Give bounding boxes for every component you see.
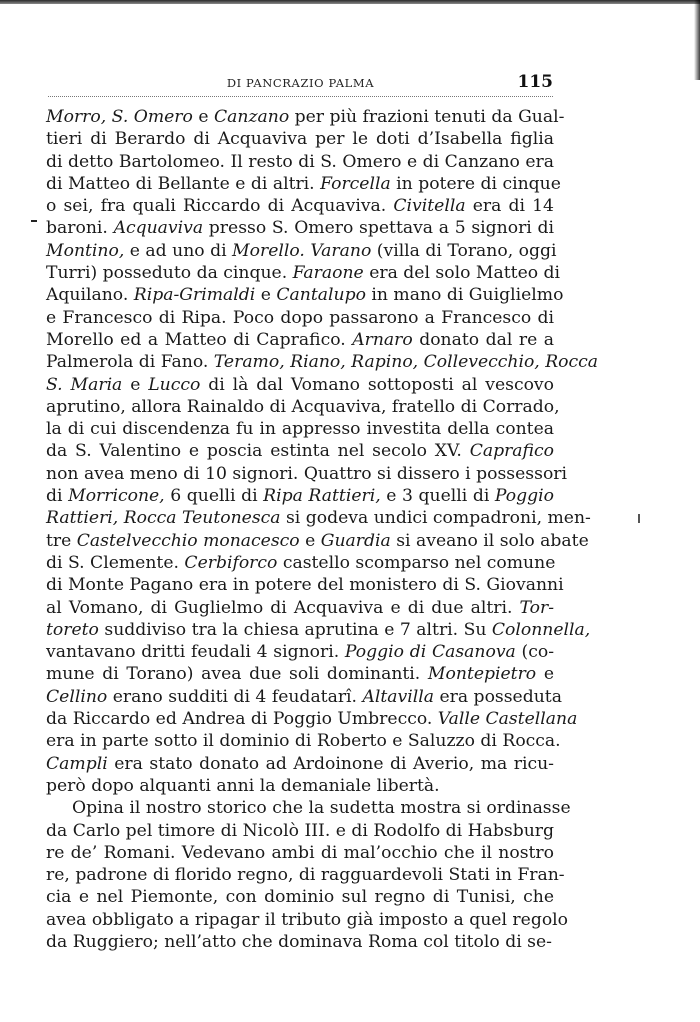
text-run: donato dal re a <box>412 329 554 350</box>
italic-text: Poggio <box>494 486 554 507</box>
text-run: da Carlo pel timore di Nicolò III. e di Rodolfo di Habsburg <box>46 820 554 841</box>
text-run: era stato donato ad Ardoinone di Averio, ma ricu- <box>107 753 554 774</box>
italic-text: Altavilla <box>362 686 434 707</box>
italic-text: Rattieri, Rocca Teutonesca <box>46 508 281 529</box>
italic-text: Cantalupo <box>276 285 366 306</box>
text-run: era del solo Matteo di <box>363 263 561 284</box>
text-run: erano sudditi di 4 feudatarî. <box>107 686 363 707</box>
text-run: Opina il nostro storico che la sudetta mostra si ordinasse <box>72 798 571 819</box>
text-line <box>46 374 554 396</box>
text-run: in mano di Guiglielmo <box>365 285 564 306</box>
text-run: baroni. <box>46 218 114 239</box>
text-run: castello scomparso nel comune <box>277 552 556 573</box>
text-run: di <box>46 486 69 507</box>
italic-text: Faraone <box>292 263 364 284</box>
italic-text: Poggio di Casanova <box>344 642 516 663</box>
text-line <box>46 530 589 552</box>
text-run: di là dal Vomano sottoposti al vescovo <box>200 374 554 395</box>
text-run: e ad uno di <box>124 240 233 261</box>
italic-text: Campli <box>46 753 108 774</box>
text-line <box>46 552 554 574</box>
text-line <box>46 663 554 685</box>
italic-text: Tor- <box>519 597 554 618</box>
text-run: era posseduta <box>434 686 562 707</box>
italic-text: Teramo, Riano, Rapino, Collevecchio, Rocca <box>213 352 599 373</box>
text-run: di S. Clemente. <box>46 552 185 573</box>
text-run: era di 14 <box>465 196 554 217</box>
italic-text: Morello. Varano <box>232 240 372 261</box>
text-line <box>46 440 554 462</box>
text-run: al Vomano, di Guglielmo di Acquaviva e di due altri. <box>46 597 520 618</box>
text-run: e Francesco di Ripa. Poco dopo passarono a Francesco di <box>46 307 554 328</box>
italic-text: Guardia <box>320 530 391 551</box>
text-run: da Riccardo ed Andrea di Poggio Umbrecco. <box>46 709 438 730</box>
italic-text: Morro, S. Omero <box>46 107 193 127</box>
text-line <box>46 351 599 373</box>
text-line <box>46 128 554 150</box>
text-line <box>46 886 554 908</box>
margin-mark <box>31 220 37 222</box>
body-text <box>46 106 599 953</box>
text-run: e <box>255 285 277 306</box>
page-number: 115 <box>517 72 553 92</box>
text-line <box>46 396 560 418</box>
italic-text: Colonnella, <box>491 619 591 640</box>
running-head <box>48 72 553 94</box>
text-line <box>46 151 554 173</box>
text-line <box>46 619 591 641</box>
text-line <box>46 820 554 842</box>
text-line <box>46 284 564 306</box>
text-line <box>46 597 554 619</box>
scan-right-edge <box>694 0 700 80</box>
text-run: tieri di Berardo di Acquaviva per le doti d’Isabella figlia <box>46 129 554 150</box>
italic-text: Caprafico <box>469 441 554 462</box>
text-line <box>46 708 578 730</box>
text-run: e 3 quelli di <box>380 486 495 507</box>
text-run: mune di Torano) avea due soli dominanti. <box>46 664 428 685</box>
text-line <box>46 418 554 440</box>
text-run: tre <box>46 530 77 551</box>
running-title: DI PANCRAZIO PALMA <box>226 76 375 90</box>
text-run: e <box>299 530 321 551</box>
text-run: (villa di Torano, oggi <box>371 240 557 261</box>
italic-text: Civitella <box>393 196 466 217</box>
italic-text: Valle Castellana <box>437 709 578 730</box>
text-run: di detto Bartolomeo. Il resto di S. Omero e di Canzano era <box>46 151 554 172</box>
italic-text: Ripa-Grimaldi <box>133 285 256 306</box>
italic-text: Cellino <box>46 686 108 707</box>
text-line <box>46 329 554 351</box>
italic-text: Morricone, <box>68 486 165 507</box>
header-rule <box>48 96 553 97</box>
text-line <box>46 775 554 797</box>
text-line <box>46 195 554 217</box>
text-run: Palmerola di Fano. <box>46 352 214 373</box>
italic-text: S. Maria <box>46 374 123 395</box>
margin-speck <box>638 514 640 523</box>
text-run: avea obbligato a ripagar il tributo già imposto a quel regolo <box>46 909 569 930</box>
text-run: però dopo alquanti anni la demaniale libertà. <box>46 775 440 796</box>
text-run: da S. Valentino e poscia estinta nel secolo XV. <box>46 441 470 462</box>
text-run: e <box>536 664 554 685</box>
italic-text: Montepietro <box>427 664 537 685</box>
text-run: Morello ed a Matteo di Caprafico. <box>46 329 353 350</box>
text-line <box>46 240 557 262</box>
italic-text: Acquaviva <box>113 218 204 239</box>
text-run: era in parte sotto il dominio di Roberto e Saluzzo di Rocca. <box>46 731 561 752</box>
text-run: o sei, fra quali Riccardo di Acquaviva. <box>46 196 394 217</box>
text-run: Aquilano. <box>46 285 134 306</box>
text-run: di Matteo di Bellante e di altri. <box>46 173 321 194</box>
text-run: si aveano il solo abate <box>390 530 589 551</box>
text-line <box>46 574 564 596</box>
text-run: e <box>192 107 214 127</box>
text-line <box>46 730 561 752</box>
text-run: in potere di cinque <box>390 173 561 194</box>
text-run: 6 quelli di <box>164 486 264 507</box>
text-line <box>46 909 569 931</box>
text-run: (co- <box>515 642 554 663</box>
italic-text: Arnaro <box>352 329 413 350</box>
text-run: re de’ Romani. Vedevano ambi di mal’occhio che il nostro <box>46 842 554 863</box>
text-line <box>46 641 554 663</box>
italic-text: Lucco <box>148 374 201 395</box>
text-run: presso S. Omero spettava a 5 signori di <box>203 218 555 239</box>
text-line <box>46 262 561 284</box>
text-line <box>46 507 591 529</box>
text-line <box>46 217 554 239</box>
italic-text: Ripa Rattieri, <box>263 486 381 507</box>
italic-text: Forcella <box>320 173 391 194</box>
italic-text: Cerbiforco <box>184 552 278 573</box>
italic-text: Castelvecchio monacesco <box>76 530 300 551</box>
text-line <box>46 485 554 507</box>
text-line <box>46 864 565 886</box>
scan-top-edge <box>0 0 700 4</box>
text-line <box>46 106 565 128</box>
text-line <box>46 797 571 819</box>
text-run: da Ruggiero; nell’atto che dominava Roma col titolo di se- <box>46 931 552 952</box>
text-run: re, padrone di florido regno, di ragguardevoli Stati in Fran- <box>46 865 565 886</box>
text-line <box>46 686 562 708</box>
text-run: e <box>122 374 149 395</box>
text-line <box>46 463 568 485</box>
text-line <box>46 842 554 864</box>
text-line <box>46 931 554 953</box>
text-run: cia e nel Piemonte, con dominio sul regno di Tunisi, che <box>46 887 554 908</box>
text-run: per più frazioni tenuti da Gual- <box>289 107 565 127</box>
text-run: vantavano dritti feudali 4 signori. <box>46 642 345 663</box>
italic-text: Montino, <box>46 240 125 261</box>
text-run: la di cui discendenza fu in appresso investita della contea <box>46 419 554 440</box>
italic-text: toreto <box>46 619 99 640</box>
italic-text: Canzano <box>213 107 290 127</box>
text-line <box>46 307 554 329</box>
text-run: aprutino, allora Rainaldo di Acquaviva, fratello di Corrado, <box>46 396 560 417</box>
text-line <box>46 753 554 775</box>
text-run: non avea meno di 10 signori. Quattro si dissero i possessori <box>46 463 568 484</box>
text-run: si godeva undici compadroni, men- <box>280 508 591 529</box>
text-run: Turri) posseduto da cinque. <box>46 263 293 284</box>
text-line <box>46 173 561 195</box>
text-run: suddiviso tra la chiesa aprutina e 7 altri. Su <box>98 619 492 640</box>
text-run: di Monte Pagano era in potere del monistero di S. Giovanni <box>46 575 564 596</box>
